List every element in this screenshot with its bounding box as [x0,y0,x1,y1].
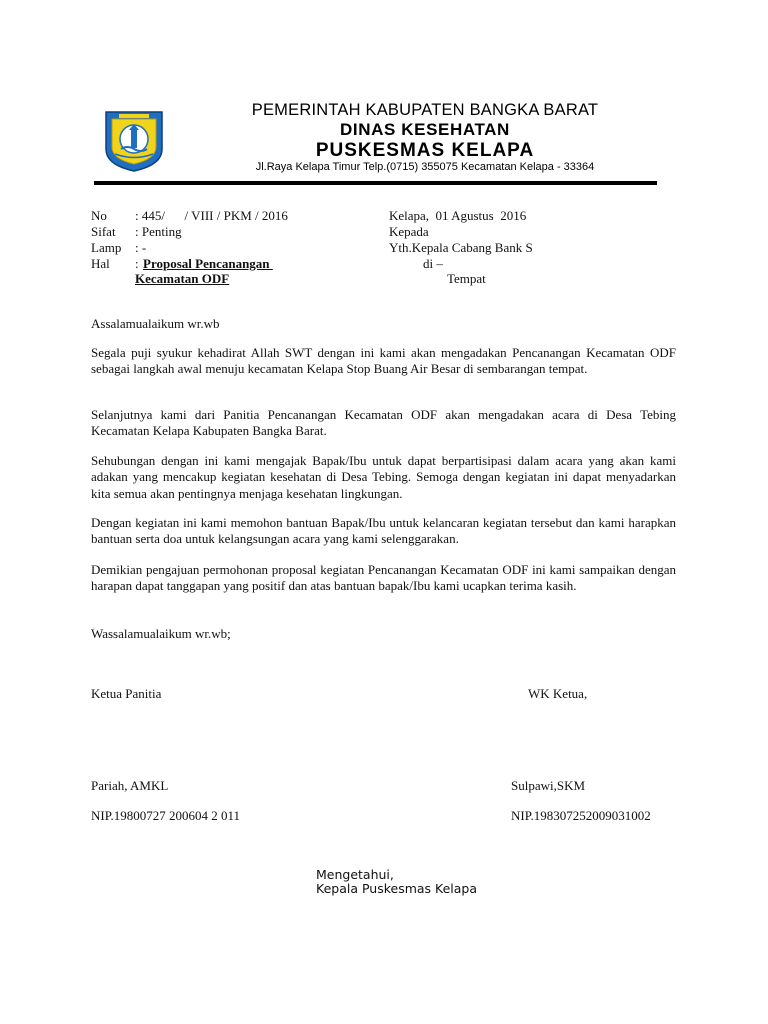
meta-lamp-label: Lamp [91,240,122,255]
greeting: Assalamualaikum wr.wb [91,316,220,331]
meta-hal-colon: : [135,256,139,271]
letterhead-divider [94,181,657,185]
recipient-kepada: Kepada [389,224,429,239]
meta-lamp-value: : - [135,240,147,255]
letterhead-agency: DINAS KESEHATAN [340,120,510,139]
signature-left-title: Ketua Panitia [91,686,162,701]
recipient-di: di – [423,256,443,271]
meta-hal-value-line1: Proposal Pencanangan [143,256,273,271]
paragraph-4: Dengan kegiatan ini kami memohon bantuan Bapak/Ibu untuk kelancaran kegiatan tersebut dan kami harapkan bantuan serta doa untuk kelangsungan acara yang kami selenggarakan. [91,515,676,547]
paragraph-1: Segala puji syukur kehadirat Allah SWT dengan ini kami akan mengadakan Pencanangan Kecamatan ODF sebagai langkah awal menuju kecamatan Kelapa Stop Buang Air Besar di sembarangan tempat. [91,345,676,377]
signature-left-nip: NIP.19800727 200604 2 011 [91,808,241,823]
place-date: Kelapa, 01 Agustus 2016 [389,208,527,223]
meta-sifat-label: Sifat [91,224,116,239]
paragraph-5: Demikian pengajuan permohonan proposal kegiatan Pencanangan Kecamatan ODF ini kami sampaikan dengan harapan dapat tanggapan yang positif dan atas bantuan bapak/Ibu kami ucapkan terima kasih. [91,562,676,594]
meta-hal-label: Hal [91,256,110,271]
recipient-tempat: Tempat [447,271,486,286]
letterhead-government: PEMERINTAH KABUPATEN BANGKA BARAT [251,101,599,119]
bangka-barat-emblem-icon [103,109,165,173]
meta-sifat-value: : Penting [135,224,182,239]
closing-greeting: Wassalamualaikum wr.wb; [91,626,231,641]
paragraph-3: Sehubungan dengan ini kami mengajak Bapak/Ibu untuk dapat berpartisipasi dalam acara yang akan kami adakan yang mencakup kegiatan kesehatan di Desa Tebing. Semoga dengan kegiatan ini dapat menyadarkan kita semua akan pentingnya menjaga kesehatan lingkungan. [91,453,676,501]
signature-right-title: WK Ketua, [528,686,588,701]
signature-left-name: Pariah, AMKL [91,778,169,793]
acknowledged-label: Mengetahui, [316,867,394,882]
signature-right-nip: NIP.198307252009031002 [511,808,651,823]
meta-hal-value-line2: Kecamatan ODF [135,271,230,286]
meta-no-value: : 445/ / VIII / PKM / 2016 [135,208,288,223]
meta-no-label: No [91,208,107,223]
paragraph-2: Selanjutnya kami dari Panitia Pencanangan Kecamatan ODF akan mengadakan acara di Desa Tebing Kecamatan Kelapa Kabupaten Bangka Barat. [91,407,676,439]
acknowledged-title: Kepala Puskesmas Kelapa [316,881,478,896]
letterhead-puskesmas: PUSKESMAS KELAPA [315,140,535,161]
signature-right-name: Sulpawi,SKM [511,778,586,793]
letterhead-address: Jl.Raya Kelapa Timur Telp.(0715) 355075 Kecamatan Kelapa - 33364 [255,161,595,173]
recipient-name: Yth.Kepala Cabang Bank S [389,240,533,255]
